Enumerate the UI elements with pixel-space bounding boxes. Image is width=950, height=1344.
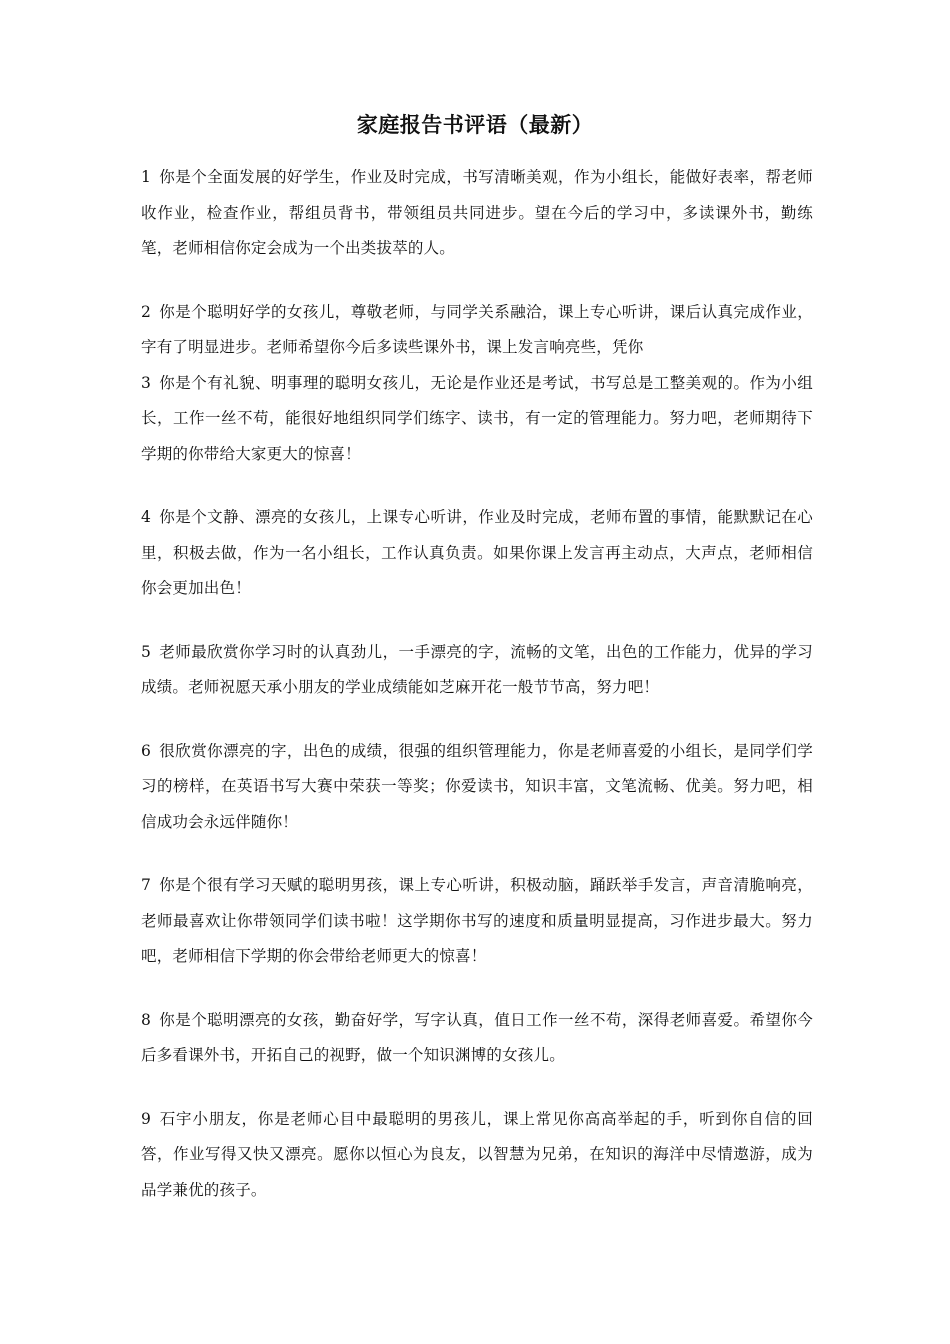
comment-paragraph-5	[141, 635, 813, 706]
paragraph-number: 8	[141, 1010, 152, 1029]
paragraph-number: 9	[141, 1109, 152, 1128]
paragraph-number: 1	[141, 168, 152, 186]
comment-paragraph-1	[141, 160, 813, 267]
paragraph-number: 2	[141, 302, 152, 321]
comment-paragraph-6	[141, 734, 813, 841]
paragraph-text: 你是个文静、漂亮的女孩儿，上课专心听讲，作业及时完成，老师布置的事情，能默默记在心里，积极去做，作为一名小组长，工作认真负责。如果你课上发言再主动点，大声点，老师相信你会更加出色！	[141, 508, 813, 597]
comment-paragraph-4	[141, 500, 813, 607]
paragraph-text: 你是个全面发展的好学生，作业及时完成，书写清晰美观，作为小组长，能做好表率，帮老师收作业，检查作业，帮组员背书，带领组员共同进步。望在今后的学习中，多读课外书，勤练笔，老师相信你定会成为一个出类拔萃的人。	[141, 168, 813, 257]
paragraph-text: 你是个有礼貌、明事理的聪明女孩儿，无论是作业还是考试，书写总是工整美观的。作为小组长，工作一丝不苟，能很好地组织同学们练字、读书，有一定的管理能力。努力吧，老师期待下学期的你带给大家更大的惊喜！	[141, 373, 813, 463]
comment-paragraph-3	[141, 366, 813, 473]
paragraph-number: 6	[141, 741, 152, 760]
comment-paragraph-2	[141, 295, 813, 366]
document-body	[141, 160, 813, 1236]
paragraph-text: 你是个聪明好学的女孩儿，尊敬老师，与同学关系融洽，课上专心听讲，课后认真完成作业，字有了明显进步。老师希望你今后多读些课外书，课上发言响亮些，凭你	[141, 302, 813, 356]
comment-paragraph-7	[141, 868, 813, 975]
paragraph-text: 你是个聪明漂亮的女孩，勤奋好学，写字认真，值日工作一丝不苟，深得老师喜爱。希望你今后多看课外书，开拓自己的视野，做一个知识渊博的女孩儿。	[141, 1010, 813, 1064]
paragraph-text: 石宇小朋友，你是老师心目中最聪明的男孩儿，课上常见你高高举起的手，听到你自信的回答，作业写得又快又漂亮。愿你以恒心为良友，以智慧为兄弟，在知识的海洋中尽情遨游，成为品学兼优的孩子。	[141, 1109, 813, 1199]
paragraph-number: 3	[141, 373, 152, 392]
paragraph-text: 很欣赏你漂亮的字，出色的成绩，很强的组织管理能力，你是老师喜爱的小组长，是同学们学习的榜样，在英语书写大赛中荣获一等奖；你爱读书，知识丰富，文笔流畅、优美。努力吧，相信成功会永远伴随你！	[141, 741, 813, 831]
document-title: 家庭报告书评语（最新）	[356, 113, 594, 137]
paragraph-number: 4	[141, 508, 152, 526]
comment-paragraph-8	[141, 1003, 813, 1074]
paragraph-number: 7	[141, 876, 152, 894]
paragraph-number: 5	[141, 642, 152, 661]
paragraph-text: 你是个很有学习天赋的聪明男孩，课上专心听讲，积极动脑，踊跃举手发言，声音清脆响亮，老师最喜欢让你带领同学们读书啦！这学期你书写的速度和质量明显提高，习作进步最大。努力吧，老师相信下学期的你会带给老师更大的惊喜！	[141, 876, 813, 965]
paragraph-text: 老师最欣赏你学习时的认真劲儿，一手漂亮的字，流畅的文笔，出色的工作能力，优异的学习成绩。老师祝愿天承小朋友的学业成绩能如芝麻开花一般节节高，努力吧！	[141, 642, 813, 696]
comment-paragraph-9	[141, 1102, 813, 1209]
